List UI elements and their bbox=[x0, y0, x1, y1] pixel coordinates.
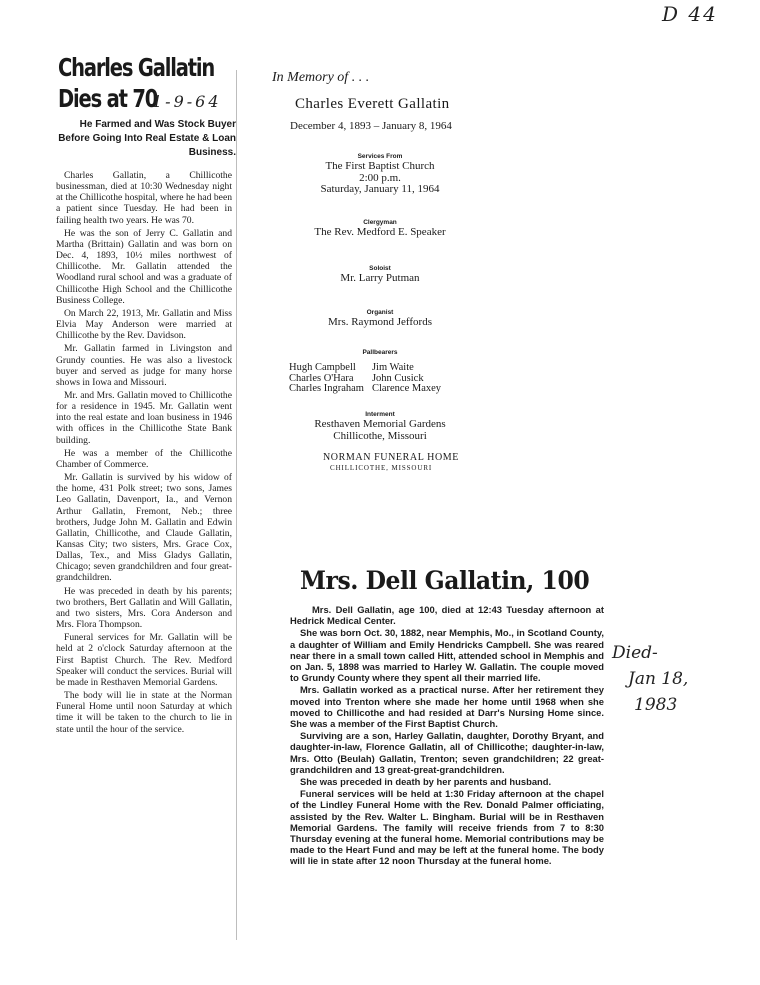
charles-subheadline: He Farmed and Was Stock Buyer Before Going Into Real Estate & Loan Business. bbox=[58, 119, 236, 158]
charles-paragraph: Mr. Gallatin farmed in Livingston and Grundy counties. He was also a livestock buyer and served as judge for many horse shows in Iowa and Missouri. bbox=[56, 343, 232, 388]
pallbearer-name: Charles O'Hara bbox=[289, 372, 354, 384]
memory-dates: December 4, 1893 – January 8, 1964 bbox=[290, 120, 452, 132]
dell-headline: Mrs. Dell Gallatin, 100 bbox=[300, 566, 590, 595]
died-note-line: Died- bbox=[612, 643, 658, 663]
charles-paragraph: He was a member of the Chillicothe Chamber of Commerce. bbox=[56, 447, 232, 470]
handwritten-date: 1-9-64 bbox=[152, 92, 222, 111]
clergyman-block bbox=[280, 218, 480, 239]
funeral-home-city: CHILLICOTHE, MISSOURI bbox=[330, 464, 433, 472]
charles-paragraph: He was preceded in death by his parents; two brothers, Bert Gallatin and Will Gallatin, and two sisters, Mrs. Cora Anderson and Mrs. Flora Thompson. bbox=[56, 585, 232, 631]
interment-block bbox=[280, 410, 480, 442]
dell-paragraph: She was born Oct. 30, 1882, near Memphis, Mo., in Scotland County, a daughter of William and Emily Hendricks Campbell. She was reared near there in a small town called Hitt, attended school in Memphis and on Jan. 5, 1898 was married to Harley W. Gallatin. The couple moved to Grundy County where they spent all their married life. bbox=[290, 627, 604, 684]
charles-paragraph: Mr. and Mrs. Gallatin moved to Chillicothe for a residence in 1945. Mr. Gallatin went into the real estate and loan business in 1946 with offices in the Chillicothe State Bank building. bbox=[56, 389, 232, 446]
interment-label: Interment bbox=[365, 411, 395, 418]
charles-body bbox=[56, 170, 232, 737]
column-rule bbox=[236, 70, 237, 940]
interment-line: Resthaven Memorial Gardens bbox=[314, 418, 446, 430]
pallbearers-label: Pallbearers bbox=[362, 349, 398, 356]
died-note-line: Jan 18, bbox=[628, 669, 689, 689]
soloist-name: Mr. Larry Putman bbox=[340, 272, 420, 284]
memory-intro: In Memory of . . . bbox=[272, 70, 370, 85]
pallbearer-name: Hugh Campbell bbox=[289, 362, 356, 373]
soloist-block bbox=[280, 264, 480, 285]
dell-paragraph: Funeral services will be held at 1:30 Friday afternoon at the chapel of the Lindley Funeral Home with the Rev. Donald Palmer officiating, assisted by the Rev. Walter L. Bingham. Burial will be in Resthaven Memorial Gardens. The family will receive friends from 7 to 8:30 Thursday evening at the funeral home. Memorial contributions may be made to the Heart Fund and may be left at the funeral home. The body will lie in state after 12 noon Thursday at the funeral home. bbox=[290, 788, 604, 867]
funeral-home-name: NORMAN FUNERAL HOME bbox=[322, 452, 460, 463]
died-note bbox=[610, 640, 688, 718]
pallbearer-name: Jim Waite bbox=[371, 362, 414, 373]
pallbearer-name: John Cusick bbox=[371, 372, 424, 384]
services-line: 2:00 p.m. bbox=[359, 171, 401, 184]
organist-label: Organist bbox=[366, 309, 394, 316]
pallbearer-name: Charles Ingraham bbox=[289, 383, 364, 394]
organist-name: Mrs. Raymond Jeffords bbox=[328, 316, 432, 328]
charles-paragraph: He was the son of Jerry C. Gallatin and Martha (Brittain) Gallatin and was born on Dec. 4, 1893, 10½ miles northwest of Chillicothe. Mr. Gallatin attended the Woodland rural school and was a graduate of Chillicothe High School and the Chillicothe Business College. bbox=[56, 227, 232, 306]
services-line: The First Baptist Church bbox=[325, 160, 435, 172]
dell-body bbox=[290, 604, 604, 868]
dell-paragraph: Mrs. Dell Gallatin, age 100, died at 12:43 Tuesday afternoon at Hedrick Medical Center. bbox=[290, 604, 604, 627]
charles-paragraph: The body will lie in state at the Norman Funeral Home until noon Saturday at which time it will be taken to the church to lie in state until the hour of the service. bbox=[56, 690, 232, 735]
died-note-line: 1983 bbox=[634, 695, 678, 715]
clergyman-label: Clergyman bbox=[363, 219, 397, 226]
services-line: Saturday, January 11, 1964 bbox=[320, 183, 440, 195]
charles-headline-line1: Charles Gallatin bbox=[58, 53, 215, 82]
charles-paragraph: Funeral services for Mr. Gallatin will be held at 2 o'clock Saturday afternoon at the First Baptist Church. The Rev. Medford Speaker will conduct the services. Burial will be made in Resthaven Memorial Gardens. bbox=[56, 632, 232, 688]
pallbearers-label-block bbox=[280, 348, 480, 357]
charles-paragraph: Charles Gallatin, a Chillicothe businessman, died at 10:30 Wednesday night at the Chillicothe hospital, where he had been a patient since Tuesday. He had been in failing health two years. He was 70. bbox=[56, 170, 232, 226]
charles-paragraph: On March 22, 1913, Mr. Gallatin and Miss Elvia May Anderson were married at Chillicothe by the Rev. Davidson. bbox=[56, 307, 232, 342]
organist-block bbox=[280, 308, 480, 329]
dell-paragraph: Mrs. Gallatin worked as a practical nurse. After her retirement they moved into Trenton where she made her home until 1968 when she moved to Chillicothe and had resided at Darr's Nursing Home since. She was a member of the First Baptist Church. bbox=[290, 684, 604, 730]
pallbearer-name: Clarence Maxey bbox=[371, 383, 442, 394]
charles-paragraph: Mr. Gallatin is survived by his widow of the home, 431 Polk street; two sons, James Leo Gallatin, Davenport, Ia., and Vernon Arthur Gallatin, Fremont, Neb.; three brothers, Judge John M. Gallatin and Edwin Gallatin, Chillicothe, and Claude Gallatin, Kansas City; two sisters, Mrs. Grace Cox, Dallas, Tex., and Miss Gladys Gallatin, Chicago; seven grandchildren and four great-grandchildren. bbox=[56, 472, 232, 584]
services-block bbox=[280, 152, 480, 196]
services-label: Services From bbox=[357, 153, 403, 160]
corner-note: D 44 bbox=[662, 2, 718, 26]
dell-paragraph: Surviving are a son, Harley Gallatin, daughter, Dorothy Bryant, and daughter-in-law, Florence Gallatin, all of Chillicothe; daughter-in-law, Mrs. Otto (Beulah) Gallatin, Trenton; seven grandchildren; 22 great-grandchildren and 13 great-great-grandchildren. bbox=[290, 730, 604, 775]
memory-name: Charles Everett Gallatin bbox=[295, 96, 450, 112]
interment-line: Chillicothe, Missouri bbox=[333, 429, 427, 442]
clergyman-name: The Rev. Medford E. Speaker bbox=[314, 226, 446, 238]
pallbearers-table bbox=[289, 363, 449, 395]
dell-paragraph: She was preceded in death by her parents and husband. bbox=[300, 776, 552, 788]
soloist-label: Soloist bbox=[369, 265, 391, 272]
charles-headline-line2: Dies at 70 bbox=[58, 84, 158, 113]
